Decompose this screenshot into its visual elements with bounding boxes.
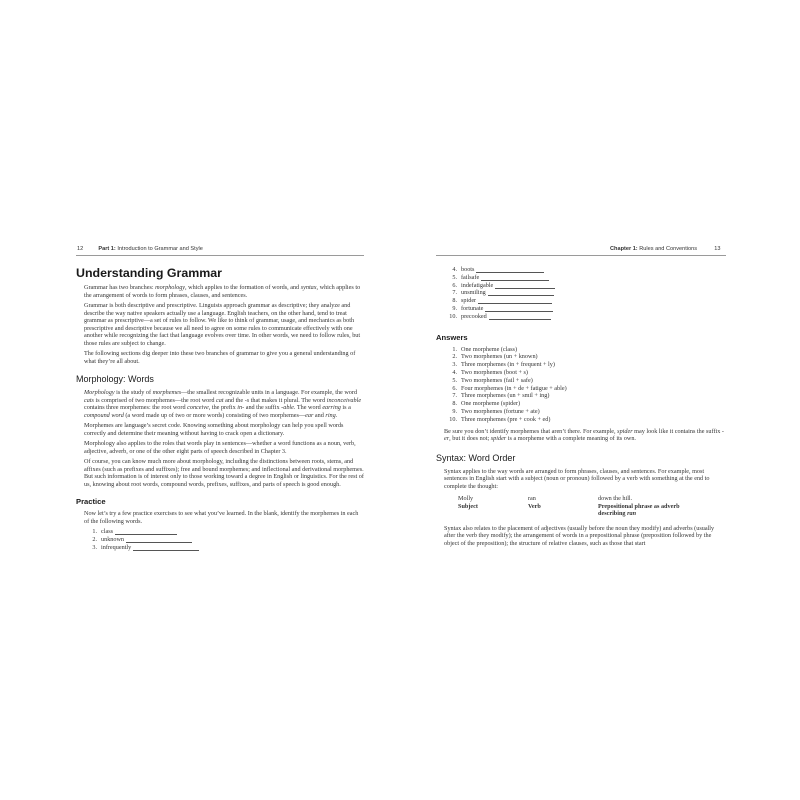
item-word: unknown [101, 535, 125, 543]
syntax-paragraph-2: Syntax also relates to the placement of adjectives (usually before the noun they modify) and adverbs (usually after the verb they modify); the arrangement of words in a prepositional phrase (preposition followed by the object of the preposition); the structure of relative clauses, such as those that start [444, 524, 715, 547]
list-item [436, 408, 726, 416]
example-subject-label: Subject [458, 502, 478, 510]
list-item [436, 289, 726, 297]
morphology-paragraph-4: Of course, you can know much more about morphology, including the distinctions between roots, stems, and affixes (such as prefixes and suffixes); free and bound morphemes; and inflectional and derivational morphemes. But such information is of interest only to those working toward a degree in English or linguistics. For the rest of us, knowing about root words, compound words, prefixes, suffixes, and parts of speech is good enough. [84, 458, 364, 488]
answer-text: One morpheme (class) [461, 345, 518, 353]
answer-text: Two morphemes (boot + s) [461, 368, 528, 376]
right-running-header [610, 246, 720, 252]
answers-list [436, 346, 726, 424]
example-phrase-label: Prepositional phrase as adverb [598, 502, 680, 510]
answers-note: Be sure you don’t identify morphemes that aren’t there. For example, spider may look like it contains the suffix -er, but it does not; spider is a morpheme with a complete meaning of its own. [444, 427, 724, 443]
list-item [436, 369, 726, 377]
answer-blank[interactable] [488, 289, 554, 296]
answer-blank[interactable] [478, 297, 552, 304]
item-number: 10. [449, 312, 457, 320]
syntax-heading: Syntax: Word Order [436, 452, 516, 463]
list-item [436, 361, 726, 369]
answer-text: Two morphemes (fortune + ate) [461, 407, 540, 415]
item-word: indefatigable [461, 281, 494, 289]
example-phrase-label-2: describing ran [598, 510, 637, 518]
practice-list-left [76, 528, 364, 551]
intro-paragraph-1: Grammar has two branches: morphology, which applies to the formation of words, and syntax, which applies to the arrangement of words to form phrases, clauses, and sentences. [84, 284, 361, 299]
answer-text: Three morphemes (un + smil + ing) [461, 392, 550, 400]
chapter-label: Chapter 1: [610, 246, 638, 252]
practice-intro: Now let’s try a few practice exercises to see what you’ve learned. In the blank, identify the morphemes in each of the following words. [84, 510, 359, 525]
item-word: class [101, 528, 114, 535]
item-number: 3. [92, 543, 97, 551]
list-item [436, 377, 726, 385]
list-item [436, 385, 726, 393]
item-number: 4. [452, 368, 457, 376]
intro-paragraph-2: Grammar is both descriptive and prescriptive. Linguists approach grammar as descriptive; they analyze and describe the way native speakers actually use a language. English teachers, on the other hand, tend to treat grammar as prescriptive—a set of rules to follow. We like to think of grammar, usage, and mechanics as both prescriptive and descriptive because we all need to agree on some rules to communicate effectively with one another while recognizing the fact that language evolves over time. In other words, we need to follow rules, but those rules are subject to change. [84, 302, 361, 347]
answer-blank[interactable] [476, 266, 544, 273]
left-header-rule [76, 255, 364, 256]
answer-blank[interactable] [115, 528, 177, 535]
right-page [436, 266, 726, 611]
list-item [436, 392, 726, 400]
item-number: 2. [452, 353, 457, 361]
item-word: precooked [461, 312, 487, 320]
answer-blank[interactable] [133, 544, 199, 551]
list-item [76, 544, 364, 552]
practice-list-right [436, 266, 726, 321]
item-word: boots [461, 266, 475, 273]
left-page [76, 266, 364, 611]
item-number: 6. [452, 281, 457, 289]
answer-blank[interactable] [485, 305, 553, 312]
answer-blank[interactable] [126, 536, 192, 543]
right-page-number: 13 [714, 246, 721, 252]
list-item [436, 346, 726, 354]
answer-text: Two morphemes (un + known) [461, 353, 538, 361]
item-number: 3. [452, 361, 457, 369]
item-number: 2. [92, 535, 97, 543]
item-word: failsafe [461, 273, 480, 281]
left-page-number: 12 [77, 246, 84, 252]
morphology-paragraph-2: Morphemes are language’s secret code. Knowing something about morphology can help you spell words correctly and determine their meaning without having to crack open a dictionary. [84, 422, 344, 437]
syntax-paragraph-1: Syntax applies to the way words are arranged to form phrases, clauses, and sentences. For example, most sentences in English start with a subject (noun or pronoun) followed by a verb with something at the end to complete the thought: [444, 467, 710, 490]
morphology-heading: Morphology: Words [76, 374, 154, 384]
list-item [76, 528, 364, 536]
item-number: 5. [452, 273, 457, 281]
answer-text: Three morphemes (in + frequent + ly) [461, 361, 555, 369]
list-item [436, 353, 726, 361]
right-header-rule [436, 255, 726, 256]
morphology-paragraph-1: Morphology is the study of morphemes—the smallest recognizable units in a language. For example, the word cats is comprised of two morphemes—the root word cat and the -s that makes it plural. The word inconceivable contains three morphemes: the root word conceive, the prefix in- and the suffix -able. The word earring is a compound word (a word made up of two or more words) consisting of two morphemes—ear and ring. [84, 389, 362, 419]
page-title: Understanding Grammar [76, 266, 222, 280]
list-item [436, 274, 726, 282]
item-word: spider [461, 297, 477, 305]
list-item [436, 313, 726, 321]
item-number: 10. [449, 415, 457, 423]
example-verb-word: ran [528, 495, 536, 503]
item-number: 7. [452, 392, 457, 400]
item-word: infrequently [101, 543, 132, 551]
list-item [436, 266, 726, 274]
example-verb-label: Verb [528, 502, 541, 510]
part-label: Part 1: [98, 246, 116, 252]
answers-heading: Answers [436, 332, 468, 342]
sentence-example [458, 495, 726, 518]
list-item [76, 536, 364, 544]
part-title: Introduction to Grammar and Style [117, 246, 203, 252]
answer-text: Four morphemes (in + de + fatigue + able) [461, 384, 567, 392]
list-item [436, 416, 726, 424]
list-item [436, 297, 726, 305]
practice-heading: Practice [76, 497, 106, 506]
list-item [436, 282, 726, 290]
answer-blank[interactable] [495, 282, 555, 289]
answer-text: Two morphemes (fail + safe) [461, 376, 533, 384]
example-phrase: down the hill. [598, 495, 633, 503]
example-subject-word: Molly [458, 495, 474, 503]
item-word: fortunate [461, 304, 484, 312]
item-number: 5. [452, 376, 457, 384]
item-number: 7. [452, 289, 457, 297]
item-number: 8. [452, 297, 457, 305]
answer-text: One morpheme (spider) [461, 400, 521, 408]
item-number: 8. [452, 400, 457, 408]
morphology-paragraph-3: Morphology also applies to the roles that words play in sentences—whether a word functions as a noun, verb, adjective, adverb, or one of the other eight parts of speech described in Chapter 3. [84, 440, 356, 455]
answer-text: Three morphemes (pre + cook + ed) [461, 415, 551, 423]
list-item [436, 400, 726, 408]
intro-paragraph-3: The following sections dig deeper into these two branches of grammar to give you a general understanding of what they’re all about. [84, 350, 356, 365]
item-number: 1. [452, 345, 457, 353]
answer-blank[interactable] [489, 313, 551, 320]
item-number: 9. [452, 407, 457, 415]
item-word: unsmiling [461, 289, 486, 297]
chapter-title: Rules and Conventions [639, 246, 698, 252]
item-number: 6. [452, 384, 457, 392]
list-item [436, 305, 726, 313]
answer-blank[interactable] [481, 274, 549, 281]
left-running-header [77, 246, 203, 252]
item-number: 1. [92, 528, 97, 535]
item-number: 9. [452, 304, 457, 312]
item-number: 4. [452, 266, 457, 273]
